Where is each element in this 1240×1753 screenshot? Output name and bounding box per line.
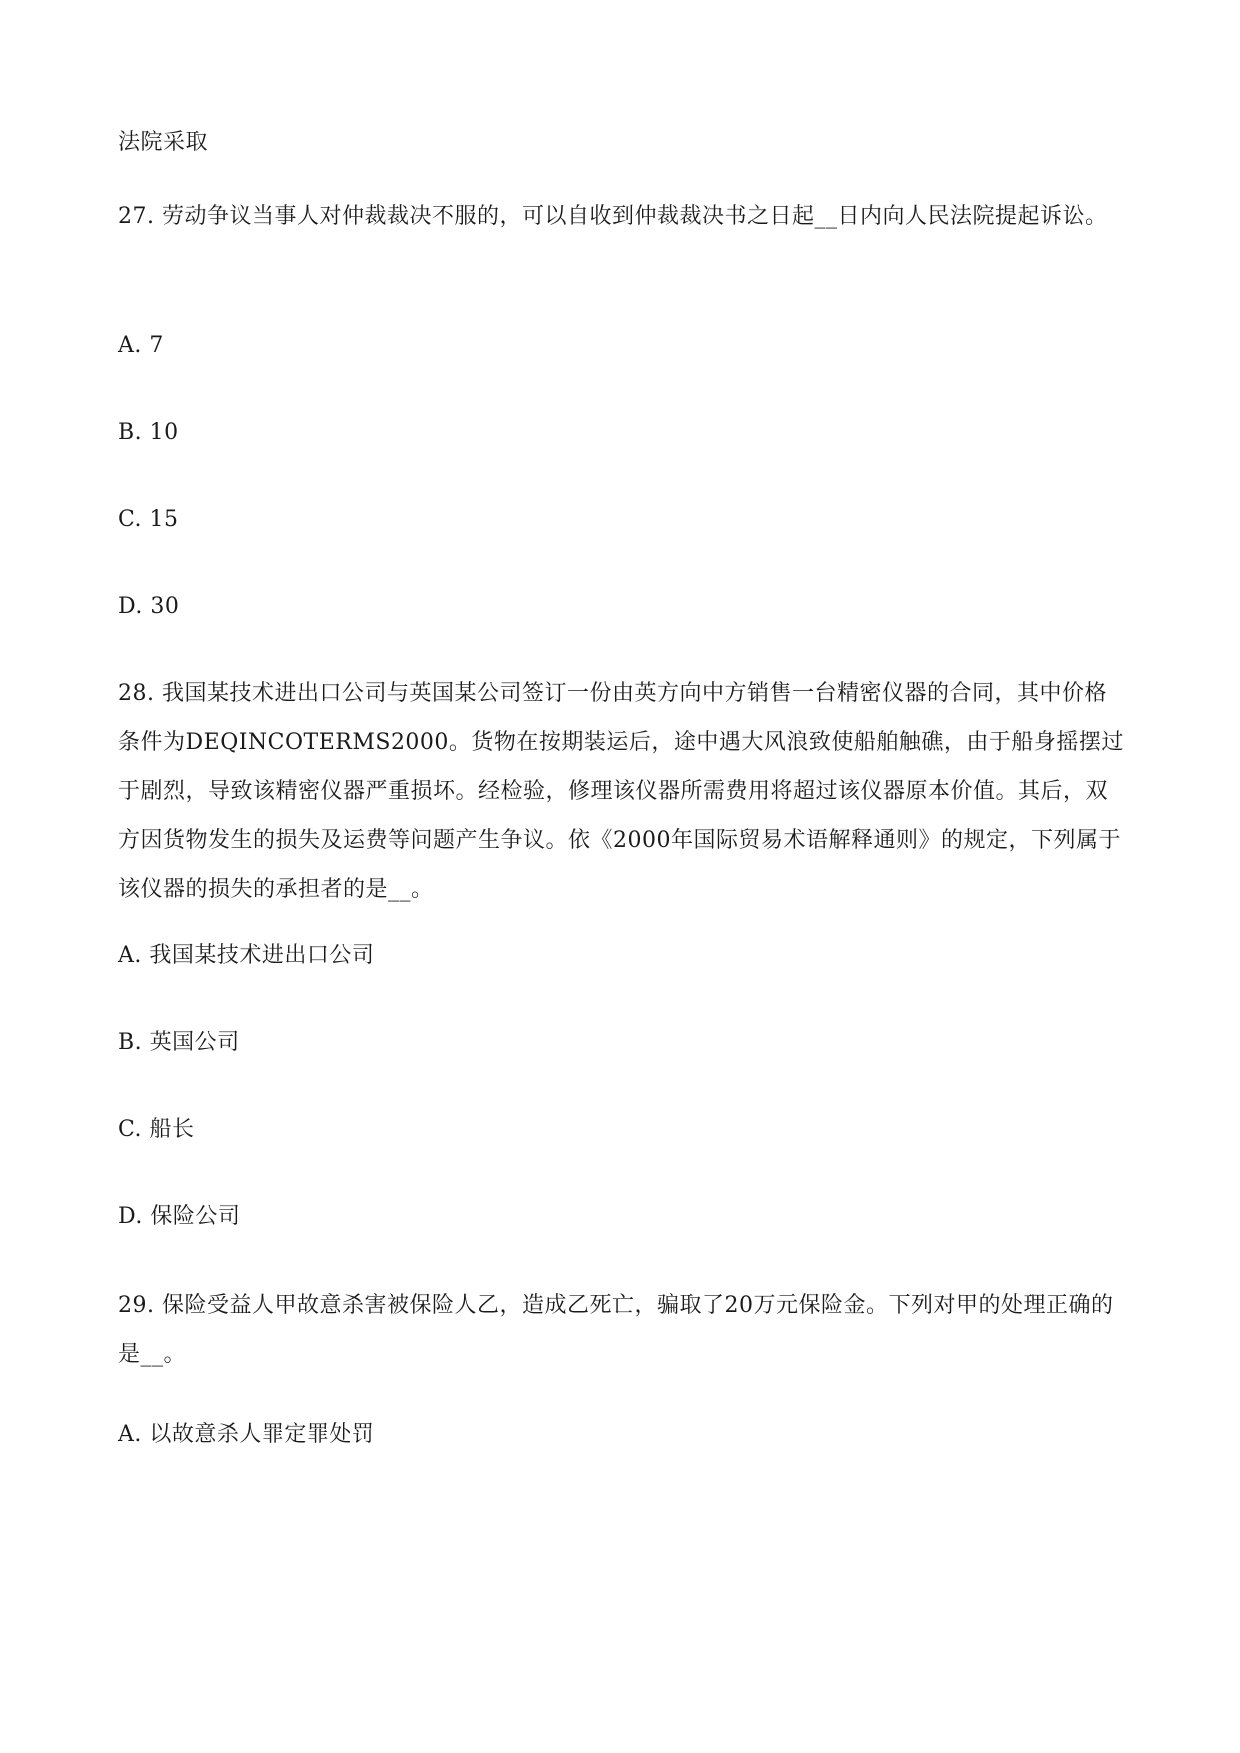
question-29-stem: 29. 保险受益人甲故意杀害被保险人乙，造成乙死亡，骗取了20万元保险金。下列对甲的处理正确的是__。: [118, 1293, 1114, 1367]
question-28-option-c: C. 船长: [118, 1117, 195, 1142]
question-28-option-a: A. 我国某技术进出口公司: [118, 943, 375, 968]
question-27-stem: 27. 劳动争议当事人对仲裁裁决不服的，可以自收到仲裁裁决书之日起__日内向人民法院提起诉讼。: [118, 204, 1108, 229]
continuation-text: 法院采取: [118, 130, 209, 155]
question-27-option-a: A. 7: [118, 333, 164, 358]
question-28-option-d: D. 保险公司: [118, 1204, 241, 1229]
question-28-stem: 28. 我国某技术进出口公司与英国某公司签订一份由英方向中方销售一台精密仪器的合同，其中价格条件为DEQINCOTERMS2000。货物在按期装运后，途中遇大风浪致使船舶触礁，由于船身摇摆过于剧烈，导致该精密仪器严重损坏。经检验，修理该仪器所需费用将超过该仪器原本价值。其后，双方因货物发生的损失及运费等问题产生争议。依《2000年国际贸易术语解释通则》的规定，下列属于该仪器的损失的承担者的是__。: [118, 681, 1124, 902]
question-28-option-b: B. 英国公司: [118, 1030, 240, 1055]
question-27-option-c: C. 15: [118, 507, 179, 532]
question-27-option-b: B. 10: [118, 420, 179, 445]
question-29-option-a: A. 以故意杀人罪定罪处罚: [118, 1422, 375, 1447]
question-27-option-d: D. 30: [118, 594, 180, 619]
